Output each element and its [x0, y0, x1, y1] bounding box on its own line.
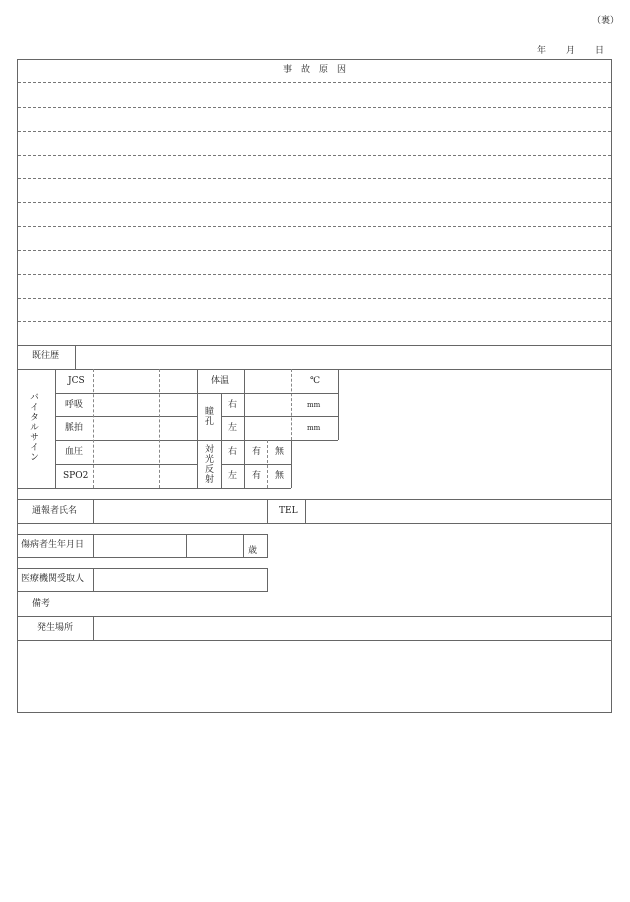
date-month-label: 月 — [566, 46, 576, 56]
divider — [17, 523, 612, 524]
side-label: （裏） — [592, 16, 620, 26]
vital-spo2-label: SPO2 — [63, 471, 89, 481]
vitals-group-label: バイタルサイン — [28, 392, 38, 462]
date-year-label: 年 — [537, 46, 547, 56]
history-field[interactable] — [76, 346, 611, 369]
body-temp-label: 体温 — [211, 376, 230, 386]
cause-line — [18, 82, 611, 83]
pupil-right-label: 右 — [228, 400, 238, 410]
cause-line — [18, 131, 611, 132]
divider — [93, 369, 94, 488]
vital-resp-label: 呼吸 — [65, 400, 84, 410]
divider — [17, 369, 612, 370]
reflex-left-yes[interactable]: 有 — [252, 471, 262, 481]
divider — [159, 369, 160, 488]
vital-bp-label: 血圧 — [65, 447, 84, 457]
cause-line — [18, 178, 611, 179]
reflex-right-yes[interactable]: 有 — [252, 447, 262, 457]
divider — [267, 499, 268, 523]
history-label: 既往歴 — [32, 351, 60, 361]
cause-line — [18, 155, 611, 156]
divider — [291, 440, 292, 488]
divider — [197, 393, 338, 394]
date-day-label: 日 — [595, 46, 605, 56]
divider — [55, 440, 197, 441]
patient-dob-field[interactable] — [94, 535, 186, 557]
cause-line — [18, 274, 611, 275]
divider — [55, 464, 197, 465]
reflex-left-no[interactable]: 無 — [275, 471, 285, 481]
divider — [338, 369, 339, 440]
cause-line — [18, 226, 611, 227]
notes-area[interactable] — [18, 641, 611, 712]
form-frame — [17, 59, 612, 713]
vital-jcs-label: JCS — [68, 376, 85, 386]
cause-line — [18, 321, 611, 322]
location-label: 発生場所 — [37, 623, 74, 633]
cause-line — [18, 250, 611, 251]
hospital-receiver-field[interactable] — [94, 569, 267, 591]
reporter-name-label: 通報者氏名 — [32, 506, 78, 516]
cause-line — [18, 298, 611, 299]
cause-line — [18, 202, 611, 203]
divider — [221, 416, 338, 417]
divider — [55, 393, 197, 394]
reflex-left-label: 左 — [228, 471, 238, 481]
divider — [17, 488, 197, 489]
patient-dob-label: 傷病者生年月日 — [21, 540, 85, 550]
divider — [243, 534, 244, 558]
vital-pulse-label: 脈拍 — [65, 423, 84, 433]
pupil-left-label: 左 — [228, 423, 238, 433]
divider — [221, 464, 291, 465]
divider — [244, 369, 245, 440]
location-field[interactable] — [94, 617, 611, 640]
pupil-unit-left: mm — [307, 424, 321, 432]
remarks-label: 備考 — [32, 599, 51, 609]
cause-line — [18, 107, 611, 108]
divider — [55, 369, 56, 488]
tel-field[interactable] — [306, 500, 611, 523]
divider — [197, 369, 198, 488]
divider — [197, 488, 291, 489]
pupil-unit-right: mm — [307, 401, 321, 409]
cause-title: 事 故 原 因 — [282, 65, 346, 75]
light-reflex-label: 対光反射 — [203, 444, 213, 484]
reporter-name-field[interactable] — [94, 500, 266, 523]
temp-unit: ℃ — [310, 376, 321, 386]
divider — [55, 416, 197, 417]
reflex-right-no[interactable]: 無 — [275, 447, 285, 457]
tel-label: TEL — [279, 506, 298, 516]
pupil-label: 瞳孔 — [203, 406, 213, 426]
hospital-receiver-label: 医療機関受取人 — [21, 574, 85, 584]
reflex-right-label: 右 — [228, 447, 238, 457]
patient-age-field[interactable] — [187, 535, 243, 557]
divider — [291, 369, 292, 440]
age-unit: 歳 — [248, 546, 258, 556]
